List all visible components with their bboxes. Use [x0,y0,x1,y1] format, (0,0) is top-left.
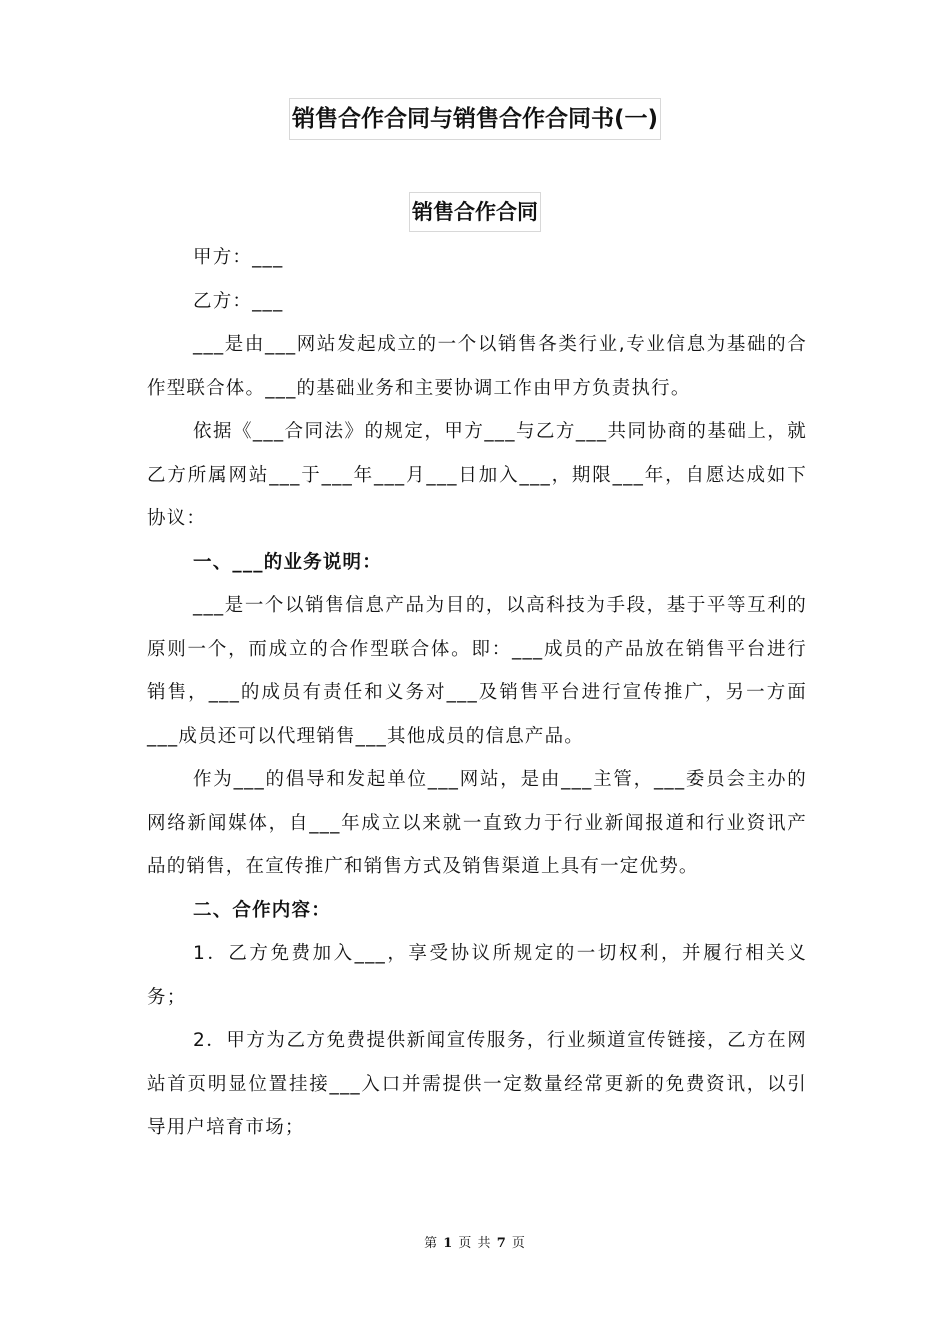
document-body [147,236,807,1150]
footer-middle: 页 共 [458,1236,492,1251]
document-subtitle [0,192,950,232]
document-title [0,98,950,140]
intro-paragraph: ___是由___网站发起成立的一个以销售各类行业,专业信息为基础的合作型联合体。___的基础业务和主要协调工作由甲方负责执行。 [147,334,807,399]
party-b-line: 乙方：___ [193,290,284,312]
page-footer [0,1234,950,1254]
footer-total-pages: 7 [496,1236,507,1251]
footer-suffix: 页 [511,1236,526,1251]
footer-current-page: 1 [443,1236,454,1251]
initiator-paragraph: 作为___的倡导和发起单位___网站，是由___主管，___委员会主办的网络新闻媒体，自___年成立以来就一直致力于行业新闻报道和行业资讯产品的销售，在宣传推广和销售方式及销售渠道上具有一定优势。 [147,769,807,877]
business-description-paragraph: ___是一个以销售信息产品为目的，以高科技为手段，基于平等互利的原则一个，而成立的合作型联合体。即：___成员的产品放在销售平台进行销售，___的成员有责任和义务对___及销售平台进行宣传推广，另一方面___成员还可以代理销售___其他成员的信息产品。 [147,595,807,747]
footer-prefix: 第 [424,1236,439,1251]
section-2-heading: 二、合作内容： [193,899,331,921]
party-a-line: 甲方：___ [193,247,284,268]
document-subtitle-text: 销售合作合同 [409,192,541,232]
section-1-heading: 一、___的业务说明： [193,551,382,573]
clause-1-paragraph: 1．乙方免费加入___，享受协议所规定的一切权利，并履行相关义务； [147,943,807,1008]
document-title-text: 销售合作合同与销售合作合同书(一) [289,98,661,140]
clause-2-paragraph: 2．甲方为乙方免费提供新闻宣传服务，行业频道宣传链接，乙方在网站首页明显位置挂接___入口并需提供一定数量经常更新的免费资讯，以引导用户培育市场； [147,1030,807,1138]
basis-paragraph: 依据《___合同法》的规定，甲方___与乙方___共同协商的基础上，就乙方所属网站___于___年___月___日加入___，期限___年，自愿达成如下协议： [147,421,807,529]
